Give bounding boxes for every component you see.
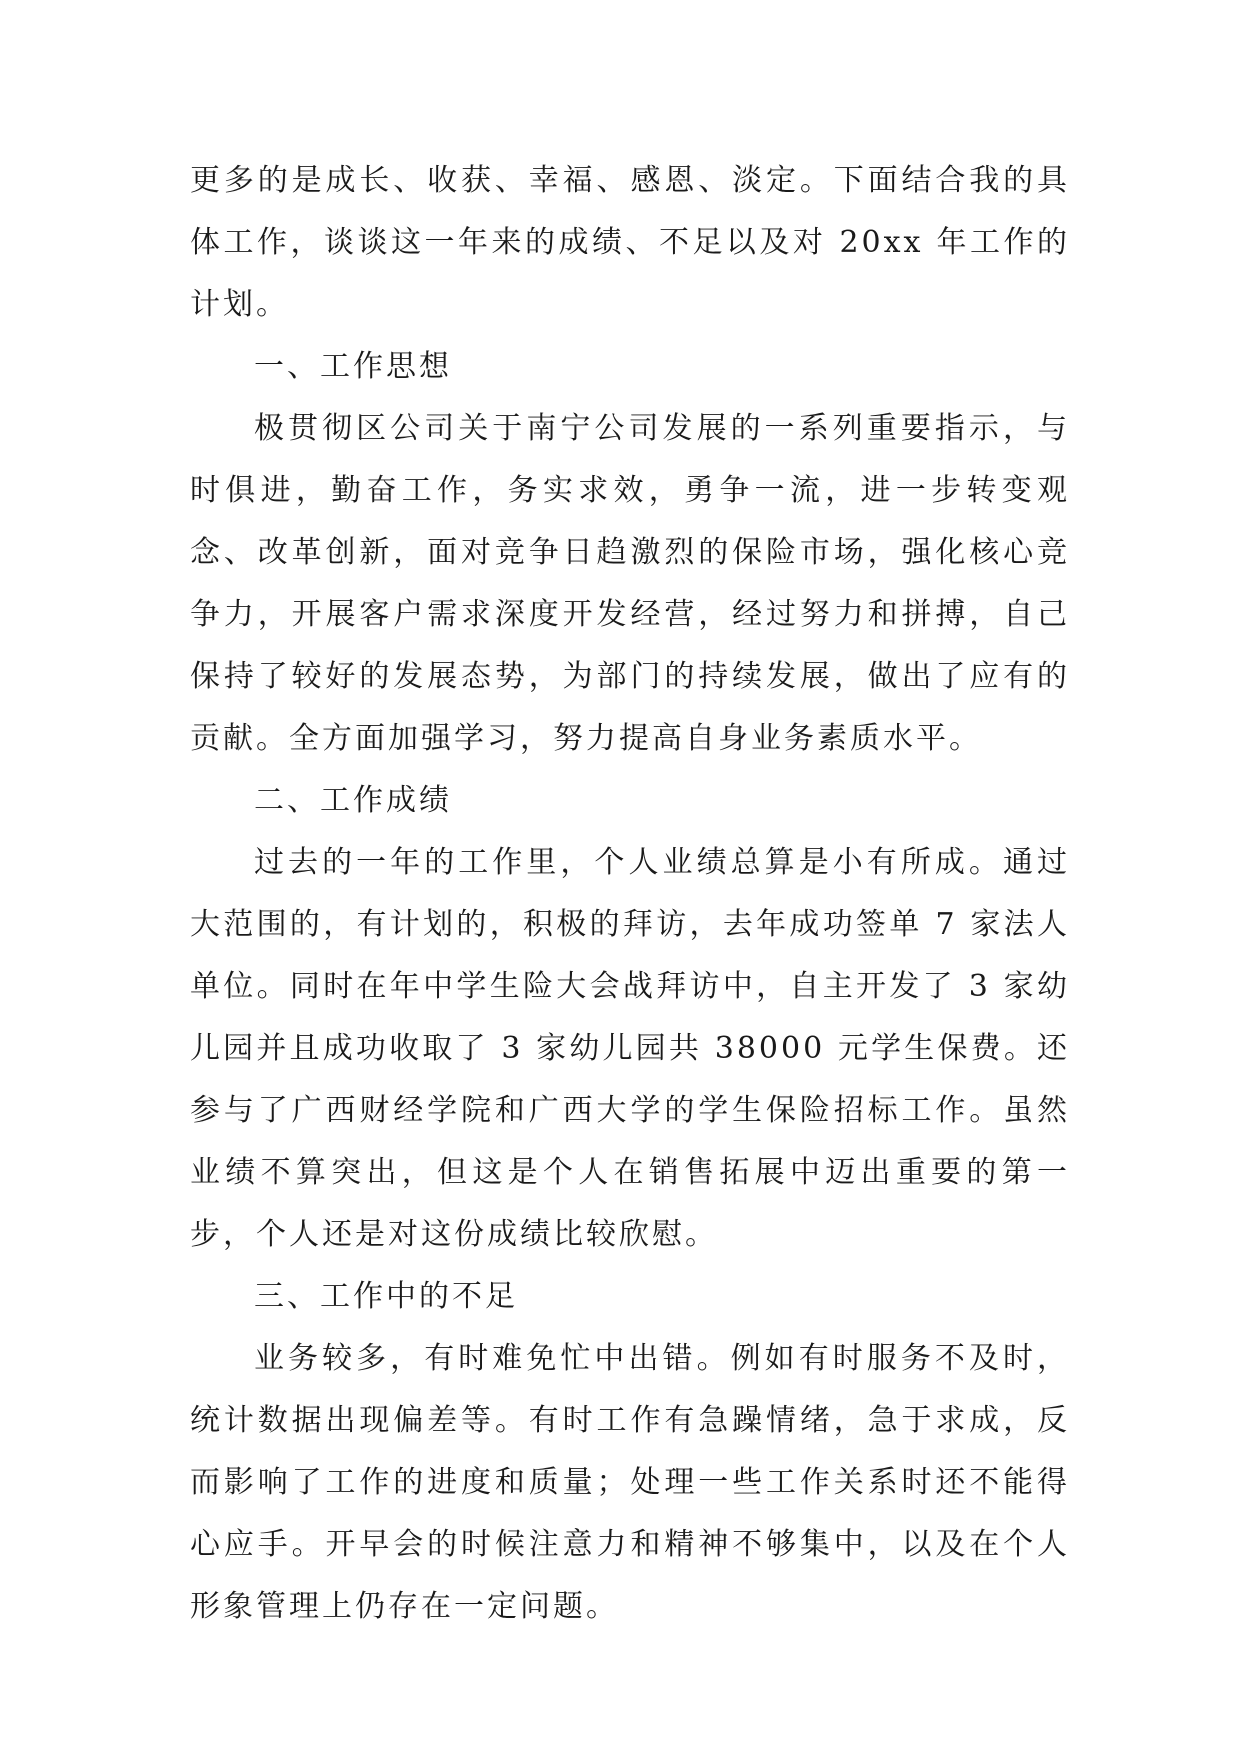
document-page bbox=[190, 150, 1070, 1638]
section-heading-work-thought: 一、工作思想 bbox=[254, 349, 452, 384]
intro-paragraph: 更多的是成长、收获、幸福、感恩、淡定。下面结合我的具体工作，谈谈这一年来的成绩、不足以及对 20xx 年工作的计划。 bbox=[190, 163, 1070, 322]
work-achievement-paragraph: 过去的一年的工作里，个人业绩总算是小有所成。通过大范围的，有计划的，积极的拜访，去年成功签单 7 家法人单位。同时在年中学生险大会战拜访中，自主开发了 3 家幼儿园并且成功收取了 3 家幼儿园共 38000 元学生保费。还参与了广西财经学院和广西大学的学生保险招标工作。虽然业绩不算突出，但这是个人在销售拓展中迈出重要的第一步，个人还是对这份成绩比较欣慰。 bbox=[190, 845, 1070, 1252]
shortcomings-paragraph: 业务较多，有时难免忙中出错。例如有时服务不及时，统计数据出现偏差等。有时工作有急躁情绪，急于求成，反而影响了工作的进度和质量；处理一些工作关系时还不能得心应手。开早会的时候注意力和精神不够集中，以及在个人形象管理上仍存在一定问题。 bbox=[190, 1341, 1070, 1624]
section-heading-shortcomings: 三、工作中的不足 bbox=[254, 1279, 518, 1314]
work-thought-paragraph: 极贯彻区公司关于南宁公司发展的一系列重要指示，与时俱进，勤奋工作，务实求效，勇争一流，进一步转变观念、改革创新，面对竞争日趋激烈的保险市场，强化核心竞争力，开展客户需求深度开发经营，经过努力和拼搏，自己保持了较好的发展态势，为部门的持续发展，做出了应有的贡献。全方面加强学习，努力提高自身业务素质水平。 bbox=[190, 411, 1070, 756]
section-heading-work-achievement: 二、工作成绩 bbox=[254, 783, 452, 818]
